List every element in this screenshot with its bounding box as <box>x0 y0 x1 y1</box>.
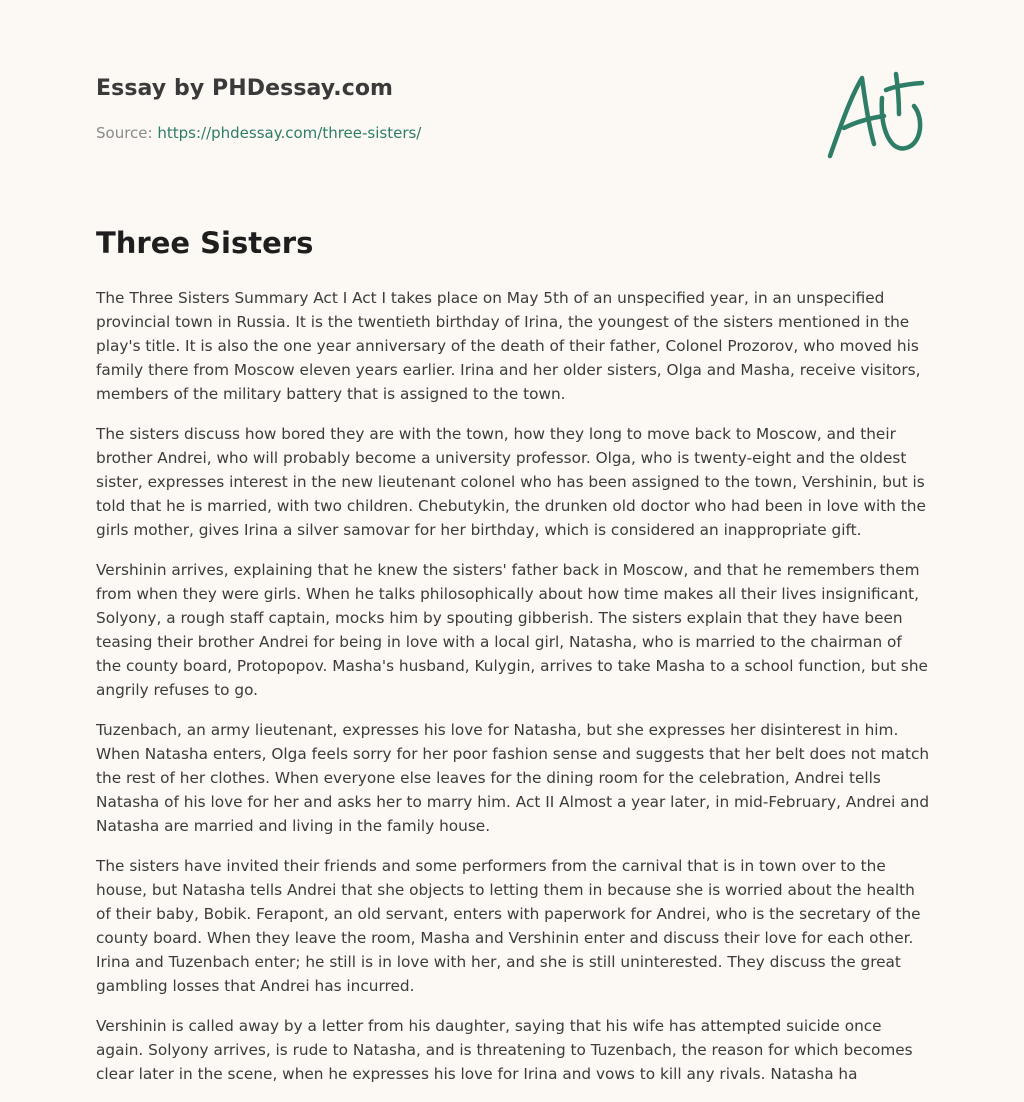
a-plus-logo-icon <box>826 68 926 163</box>
essay-paragraph: The Three Sisters Summary Act I Act I takes place on May 5th of an unspecified year, in an unspecified provincial town in Russia. It is the twentieth birthday of Irina, the youngest of the sisters mentioned in the play's title. It is also the one year anniversary of the death of their father, Colonel Prozorov, who moved his family there from Moscow eleven years earlier. Irina and her older sisters, Olga and Masha, receive visitors, members of the military battery that is assigned to the town. <box>96 289 921 403</box>
essay-header <box>96 72 928 172</box>
essay-title: Three Sisters <box>96 226 314 260</box>
source-line <box>96 124 421 142</box>
source-link[interactable]: https://phdessay.com/three-sisters/ <box>157 124 422 142</box>
essay-paragraph: The sisters have invited their friends and some performers from the carnival that is in town over to the house, but Natasha tells Andrei that she objects to letting them in because she is worried about the health of their baby, Bobik. Ferapont, an old servant, enters with paperwork for Andrei, who is the secretary of the county board. When they leave the room, Masha and Vershinin enter and discuss their love for each other. Irina and Tuzenbach enter; he still is in love with her, and she is still uninterested. They discuss the great gambling losses that Andrei has incurred. <box>96 857 921 995</box>
essay-paragraph: Tuzenbach, an army lieutenant, expresses his love for Natasha, but she expresses her disinterest in him. When Natasha enters, Olga feels sorry for her poor fashion sense and suggests that her belt does not match the rest of her clothes. When everyone else leaves for the dining room for the celebration, Andrei tells Natasha of his love for her and asks her to marry him. Act II Almost a year later, in mid-February, Andrei and Natasha are married and living in the family house. <box>96 721 930 835</box>
essay-paragraph: Vershinin is called away by a letter from his daughter, saying that his wife has attempted suicide once again. Solyony arrives, is rude to Natasha, and is threatening to Tuzenbach, the reason for which becomes clear later in the scene, when he expresses his love for Irina and vows to kill any rivals. Natasha ha <box>96 1017 913 1083</box>
source-label: Source: <box>96 124 153 142</box>
brand-title: Essay by PHDessay.com <box>96 76 394 101</box>
essay-paragraph: The sisters discuss how bored they are with the town, how they long to move back to Moscow, and their brother Andrei, who will probably become a university professor. Olga, who is twenty-eight and the oldest sister, expresses interest in the new lieutenant colonel who has been assigned to the town, Vershinin, but is told that he is married, with two children. Chebutykin, the drunken old doctor who had been in love with the girls mother, gives Irina a silver samovar for her birthday, which is considered an inappropriate gift. <box>96 425 926 539</box>
essay-paragraph: Vershinin arrives, explaining that he knew the sisters' father back in Moscow, and that he remembers them from when they were girls. When he talks philosophically about how time makes all their lives insignificant, Solyony, a rough staff captain, mocks him by spouting gibberish. The sisters explain that they have been teasing their brother Andrei for being in love with a local girl, Natasha, who is married to the chairman of the county board, Protopopov. Masha's husband, Kulygin, arrives to take Masha to a school function, but she angrily refuses to go. <box>96 561 928 699</box>
essay-body <box>96 286 930 1102</box>
